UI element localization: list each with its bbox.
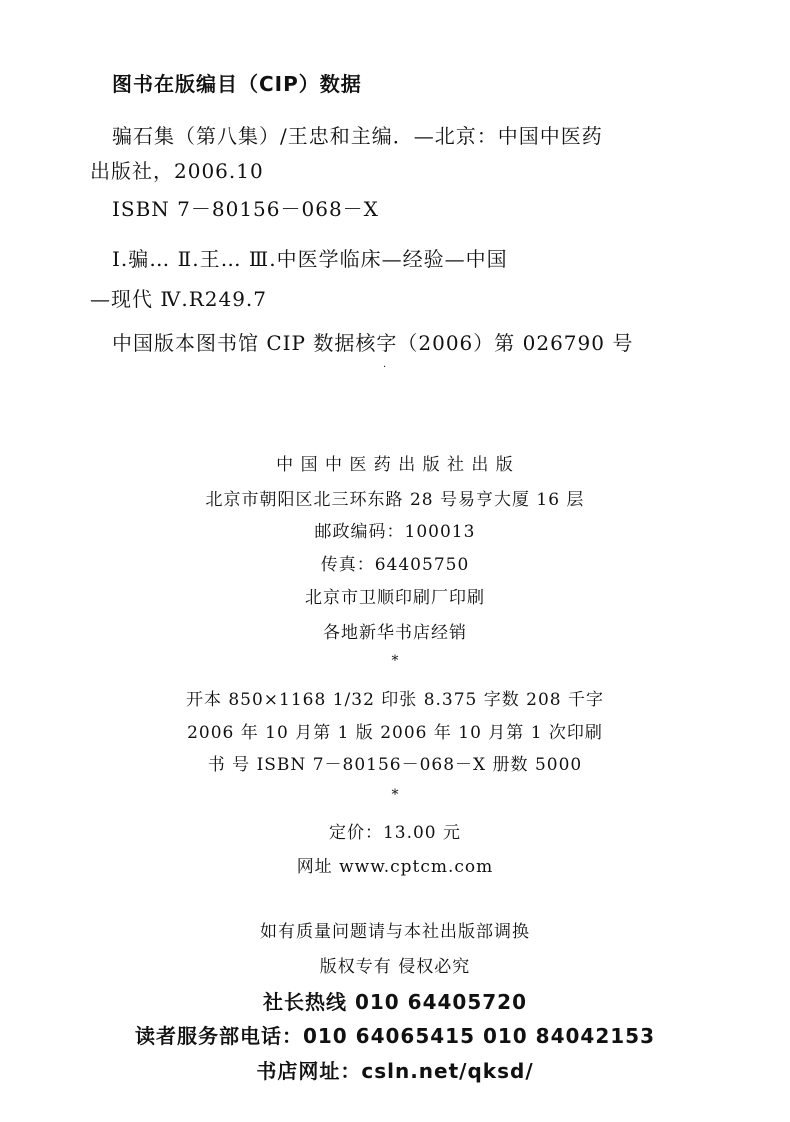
bookstore-url: 书店网址：csln.net/qksd/ — [256, 1059, 534, 1083]
cip-title-line: 骗石集（第八集）/王忠和主编．—北京：中国中医药 — [112, 124, 603, 148]
cip-classification-line-1: Ⅰ.骗… Ⅱ.王… Ⅲ.中医学临床—经验—中国 — [112, 247, 508, 271]
website: 网址 www.cptcm.com — [296, 857, 494, 877]
copyright-notice: 版权专有 侵权必究 — [319, 957, 471, 977]
exchange-notice: 如有质量问题请与本社出版部调换 — [260, 922, 530, 942]
cip-publisher-line: 出版社，2006.10 — [90, 159, 264, 183]
printer: 北京市卫顺印刷厂印刷 — [305, 588, 485, 608]
separator-star-2: * — [391, 787, 399, 803]
format-info: 开本 850×1168 1/32 印张 8.375 字数 208 千字 — [185, 690, 605, 710]
book-number-info: 书 号 ISBN 7－80156－068－X 册数 5000 — [207, 755, 583, 775]
cip-heading: 图书在版编目（CIP）数据 — [112, 72, 362, 96]
price: 定价：13.00 元 — [328, 823, 462, 843]
reader-service-phone: 读者服务部电话：010 64065415 010 84042153 — [134, 1024, 656, 1048]
publisher-address: 北京市朝阳区北三环东路 28 号易亨大厦 16 层 — [205, 490, 585, 510]
director-hotline: 社长热线 010 64405720 — [262, 990, 527, 1014]
small-mark: · — [383, 362, 387, 373]
distributor: 各地新华书店经销 — [323, 623, 467, 643]
cip-classification-line-2: —现代 Ⅳ.R249.7 — [90, 287, 268, 311]
postcode: 邮政编码：100013 — [314, 522, 476, 542]
separator-star-1: * — [391, 653, 399, 669]
fax: 传真：64405750 — [320, 555, 470, 575]
edition-info: 2006 年 10 月第 1 版 2006 年 10 月第 1 次印刷 — [187, 723, 603, 743]
publisher-name: 中 国 中 医 药 出 版 社 出 版 — [276, 455, 514, 475]
cip-record-number: 中国版本图书馆 CIP 数据核字（2006）第 026790 号 — [112, 331, 634, 355]
cip-isbn: ISBN 7－80156－068－X — [112, 197, 379, 221]
